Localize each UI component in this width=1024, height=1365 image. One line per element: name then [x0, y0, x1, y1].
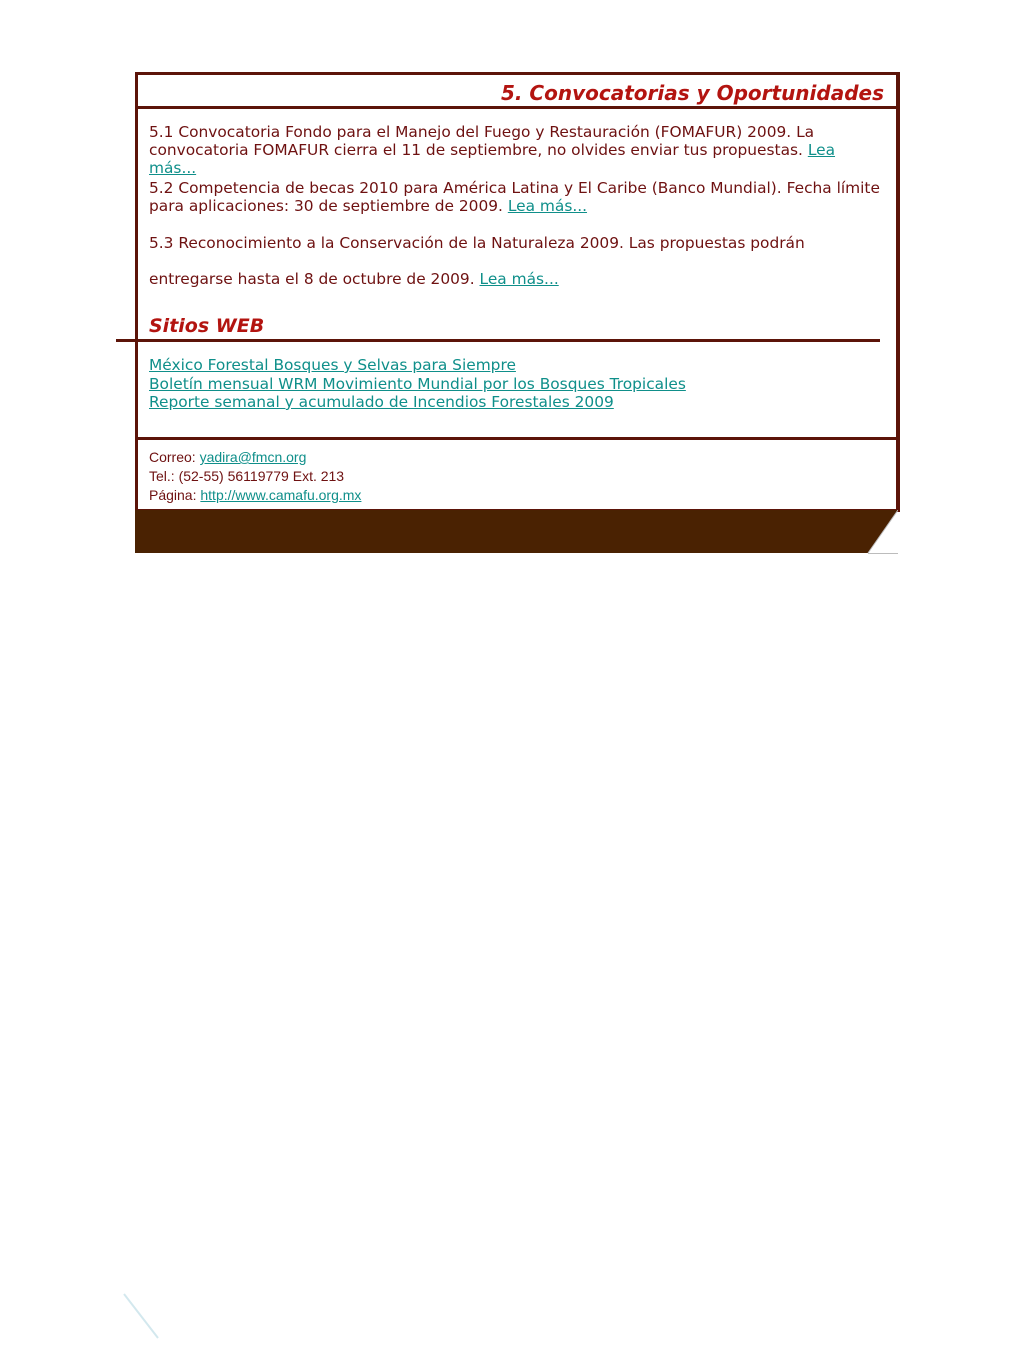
email-label: Correo:: [149, 449, 200, 465]
website-link[interactable]: http://www.camafu.org.mx: [200, 487, 362, 503]
decorative-corner-line: [120, 1290, 180, 1350]
read-more-link[interactable]: Lea más...: [479, 270, 559, 288]
opportunity-item-3-line-2: [149, 270, 884, 288]
newsletter-box: [135, 72, 900, 512]
sites-divider: [116, 339, 880, 342]
contact-page-row: [149, 486, 361, 505]
contact-block: [149, 448, 361, 505]
page-label: Página:: [149, 487, 201, 503]
footer-banner-shape: [135, 510, 898, 553]
sites-list: [149, 356, 686, 412]
site-link-item: [149, 375, 686, 394]
section-title: 5. Convocatorias y Oportunidades: [500, 81, 884, 105]
read-more-link[interactable]: Lea más...: [507, 197, 588, 215]
email-link[interactable]: yadira@fmcn.org: [199, 449, 307, 465]
site-link-wrm-bulletin[interactable]: Boletín mensual WRM Movimiento Mundial por los Bosques Tropicales: [149, 374, 686, 393]
site-link-item: [149, 356, 686, 375]
contact-phone: Tel.: (52-55) 56119779 Ext. 213: [149, 468, 345, 484]
opportunity-item-3-line-1: 5.3 Reconocimiento a la Conservación de la Naturaleza 2009. Las propuestas podrán: [149, 234, 805, 252]
site-link-item: [149, 393, 686, 412]
read-more-link[interactable]: Lea más...: [149, 141, 836, 177]
opportunity-item-text: 5.1 Convocatoria Fondo para el Manejo del Fuego y Restauración (FOMAFUR) 2009. La convocatoria FOMAFUR cierra el 11 de septiembre, no olvides enviar tus propuestas.: [149, 123, 815, 159]
footer-banner: [135, 510, 898, 554]
sites-title: Sitios WEB: [149, 315, 265, 337]
footer-divider: [138, 437, 896, 440]
opportunity-item-1: [149, 123, 884, 177]
site-link-mexico-forestal[interactable]: México Forestal Bosques y Selvas para Siempre: [149, 356, 516, 374]
section-header-bar: [138, 75, 896, 109]
opportunity-item-text: 5.2 Competencia de becas 2010 para América Latina y El Caribe (Banco Mundial). Fecha límite para aplicaciones: 30 de septiembre de 2009.: [149, 179, 880, 215]
opportunity-item-2: [149, 179, 884, 215]
site-link-fire-report[interactable]: Reporte semanal y acumulado de Incendios Forestales 2009: [149, 393, 614, 411]
contact-email-row: [149, 448, 361, 467]
opportunity-item-text: entregarse hasta el 8 de octubre de 2009.: [149, 270, 480, 288]
